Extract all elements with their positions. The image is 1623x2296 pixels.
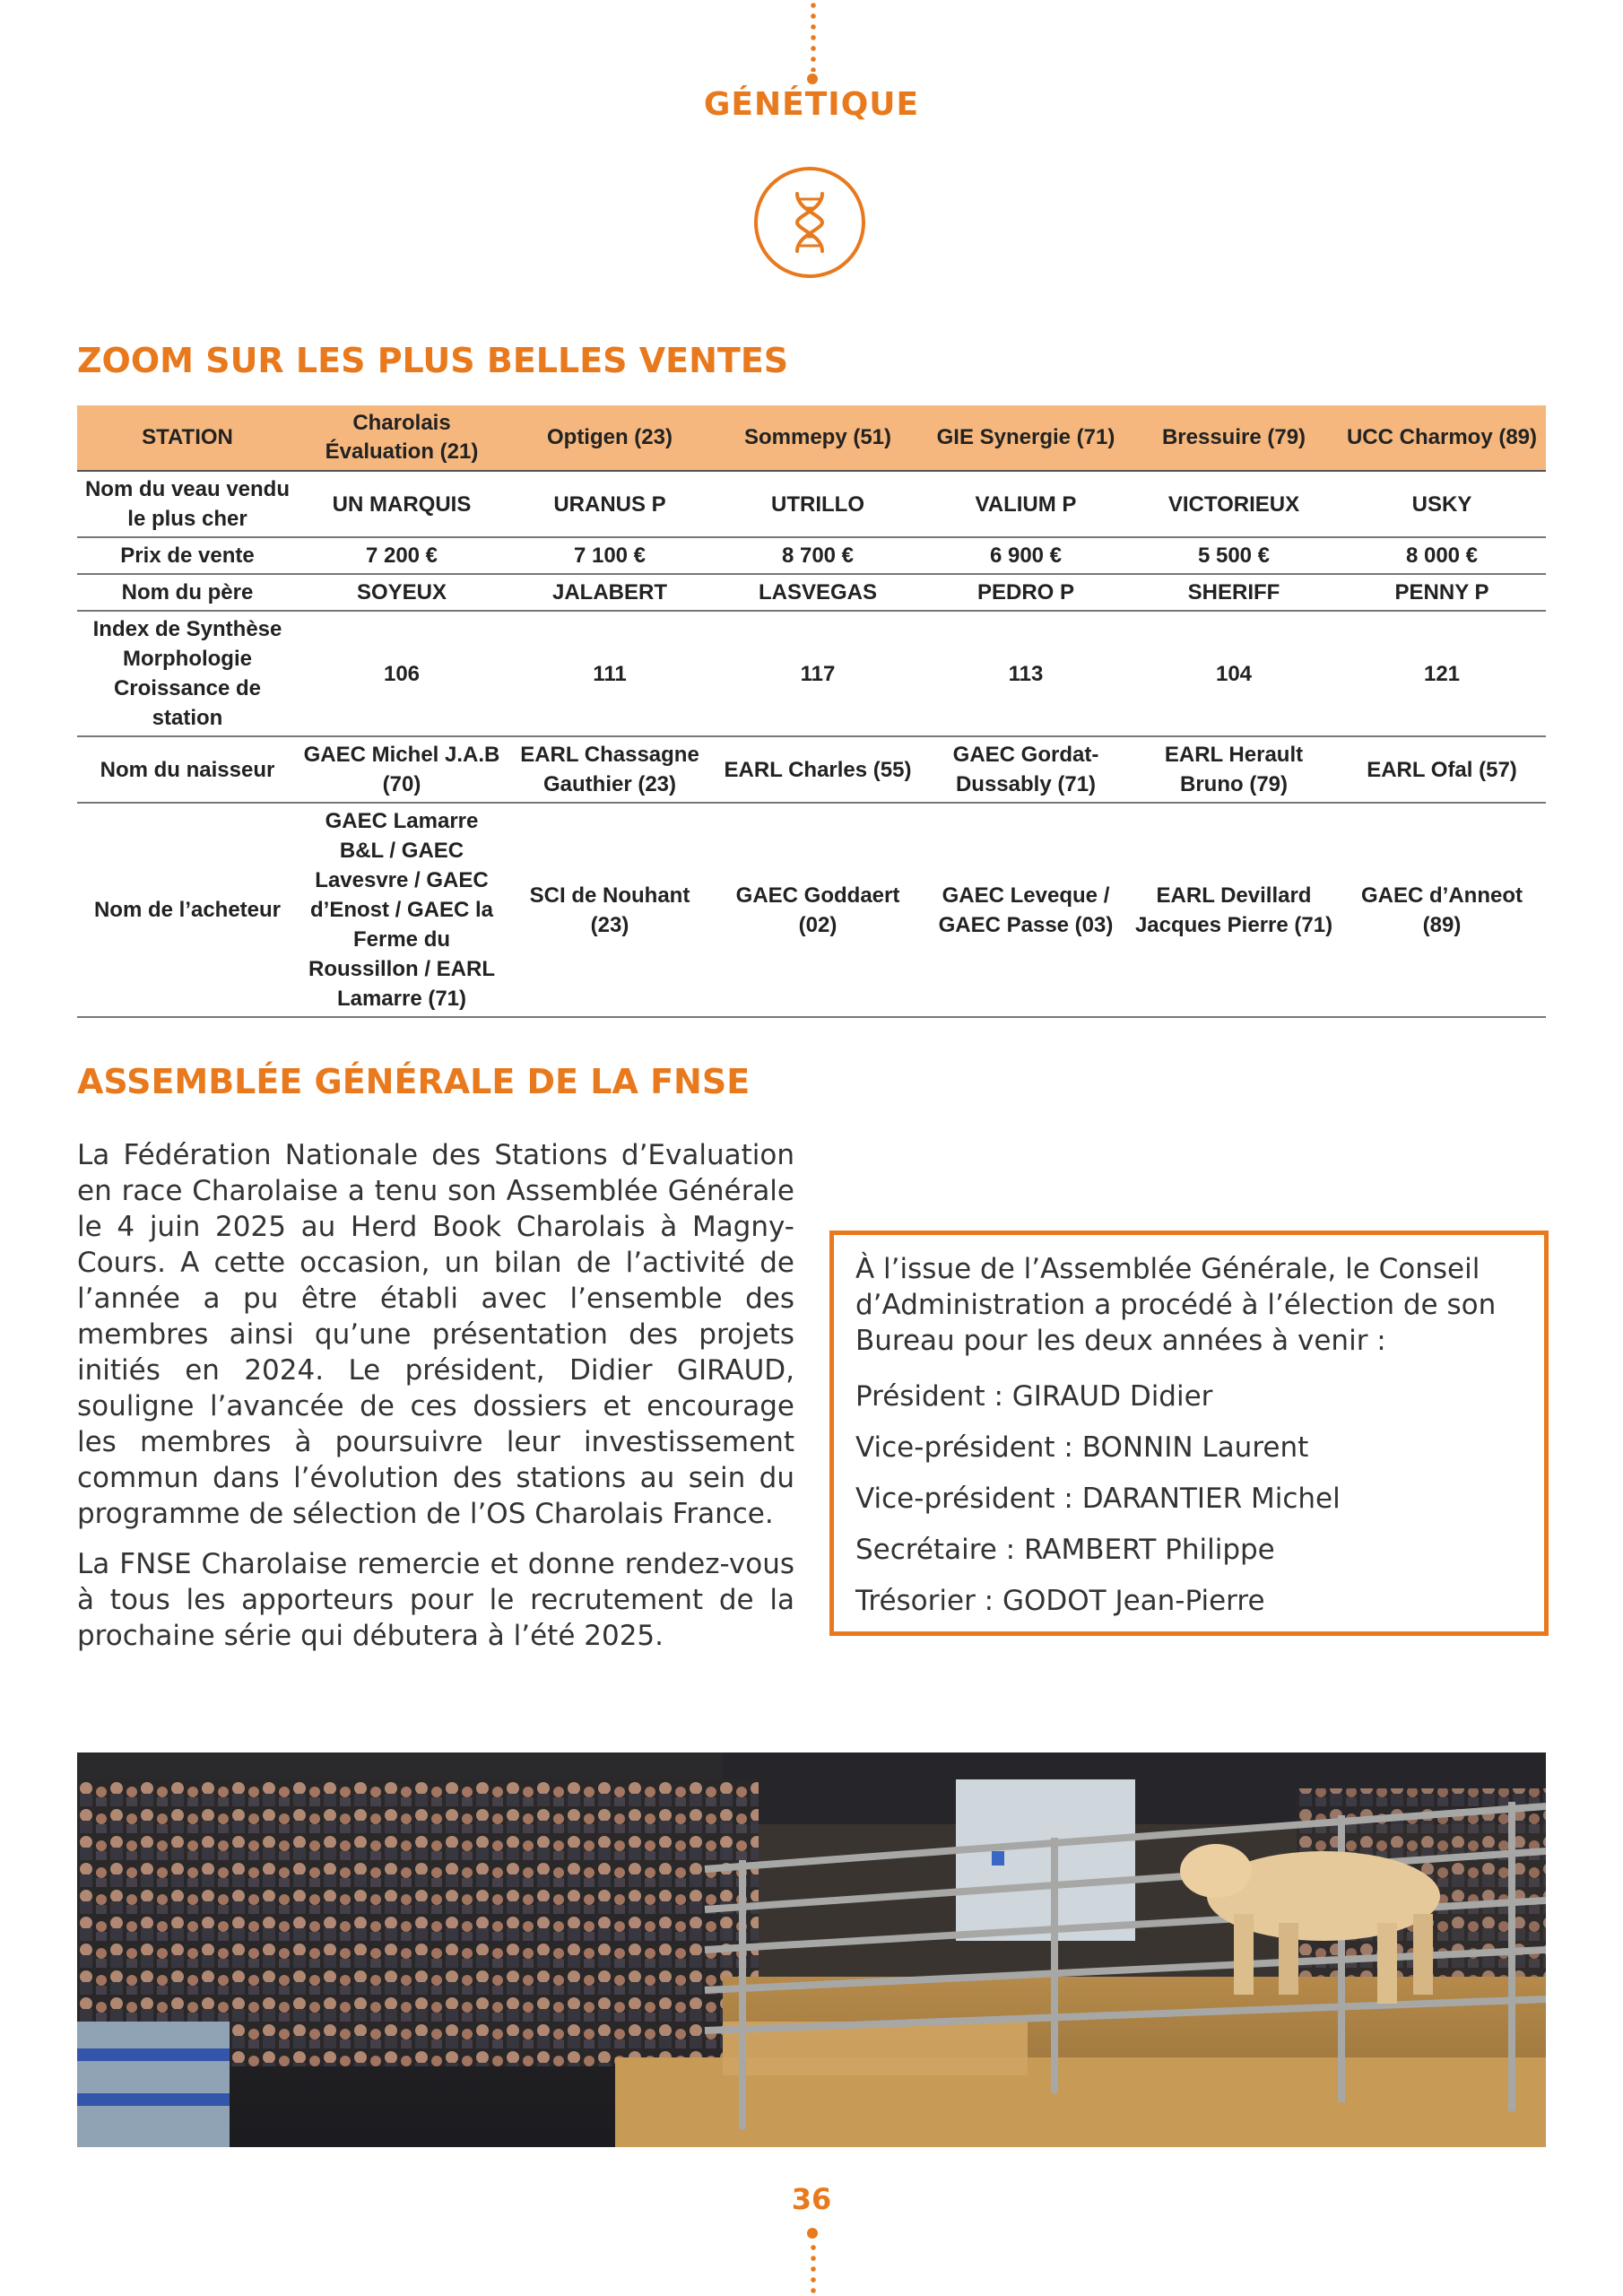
table-row-label: Nom du veau vendu le plus cher [77, 471, 298, 537]
table-cell: EARL Devillard Jacques Pierre (71) [1130, 803, 1338, 1017]
table-cell: LASVEGAS [714, 574, 922, 611]
table-cell: VICTORIEUX [1130, 471, 1338, 537]
table-cell: SCI de Nouhant (23) [506, 803, 714, 1017]
table-cell: 106 [298, 611, 506, 736]
table-cell: 5 500 € [1130, 537, 1338, 574]
assemblee-paragraph: La Fédération Nationale des Stations d’Evaluation en race Charolaise a tenu son Assemblée Générale le 4 juin 2025 au Herd Book Charolais à Magny-Cours. A cette occasion, un bilan de l’activité de l’année a pu être établi avec l’ensemble des membres ainsi qu’une présentation des projets initiés en 2024. Le président, Didier GIRAUD, souligne l’avancée de ces dossiers et encourage les membres à poursuivre leur investissement commun dans l’évolution des stations au sein du programme de sélection de l’OS Charolais France. [77, 1139, 794, 1530]
table-cell: 7 200 € [298, 537, 506, 574]
table-header-cell: Bressuire (79) [1130, 405, 1338, 471]
table-row-label: Nom du père [77, 574, 298, 611]
top-dot [807, 74, 818, 84]
table-cell: URANUS P [506, 471, 714, 537]
table-cell: GAEC d’Anneot (89) [1338, 803, 1546, 1017]
table-header-cell: Sommepy (51) [714, 405, 922, 471]
table-cell: GAEC Michel J.A.B (70) [298, 736, 506, 803]
bottom-dotted-line [811, 2242, 816, 2296]
ventes-table-wrap [77, 405, 1546, 1018]
table-cell: UTRILLO [714, 471, 922, 537]
dna-icon [754, 167, 865, 278]
table-row [77, 611, 1546, 736]
table-row-label: Nom du naisseur [77, 736, 298, 803]
bureau-member: Trésorier : GODOT Jean-Pierre [855, 1585, 1265, 1617]
table-cell: 117 [714, 611, 922, 736]
assemblee-body [77, 1137, 794, 1668]
table-row [77, 471, 1546, 537]
table-cell: USKY [1338, 471, 1546, 537]
table-cell: 8 700 € [714, 537, 922, 574]
table-cell: 7 100 € [506, 537, 714, 574]
table-cell: GAEC Lamarre B&L / GAEC Lavesvre / GAEC d’Enost / GAEC la Ferme du Roussillon / EARL Lamarre (71) [298, 803, 506, 1017]
auction-photo [77, 1752, 1546, 2147]
table-header-cell: Optigen (23) [506, 405, 714, 471]
bureau-member: Secrétaire : RAMBERT Philippe [855, 1534, 1275, 1566]
table-cell: SHERIFF [1130, 574, 1338, 611]
ventes-title: ZOOM SUR LES PLUS BELLES VENTES [77, 341, 789, 380]
table-row [77, 537, 1546, 574]
table-row [77, 736, 1546, 803]
table-header-cell: GIE Synergie (71) [922, 405, 1130, 471]
ventes-table [77, 405, 1546, 1018]
table-cell: 111 [506, 611, 714, 736]
bureau-member: Vice-président : DARANTIER Michel [855, 1483, 1341, 1515]
table-header-cell: Charolais Évaluation (21) [298, 405, 506, 471]
bureau-member: Président : GIRAUD Didier [855, 1380, 1213, 1413]
table-cell: 8 000 € [1338, 537, 1546, 574]
table-cell: PENNY P [1338, 574, 1546, 611]
table-cell: GAEC Gordat-Dussably (71) [922, 736, 1130, 803]
table-row-label: Index de Synthèse Morphologie Croissance de station [77, 611, 298, 736]
table-cell: GAEC Goddaert (02) [714, 803, 922, 1017]
table-row [77, 574, 1546, 611]
bottom-dot [807, 2228, 818, 2239]
table-cell: JALABERT [506, 574, 714, 611]
table-cell: EARL Chassagne Gauthier (23) [506, 736, 714, 803]
table-header-cell: STATION [77, 405, 298, 471]
table-row-label: Nom de l’acheteur [77, 803, 298, 1017]
table-cell: GAEC Leveque / GAEC Passe (03) [922, 803, 1130, 1017]
bureau-member: Vice-président : BONNIN Laurent [855, 1431, 1309, 1464]
table-cell: VALIUM P [922, 471, 1130, 537]
page-number: 36 [791, 2182, 832, 2216]
table-row-label: Prix de vente [77, 537, 298, 574]
top-dotted-line [811, 0, 816, 72]
assemblee-paragraph: La FNSE Charolaise remercie et donne rendez-vous à tous les apporteurs pour le recrutement de la prochaine série qui débutera à l’été 2025. [77, 1548, 794, 1652]
table-cell: UN MARQUIS [298, 471, 506, 537]
table-row [77, 803, 1546, 1017]
table-cell: EARL Ofal (57) [1338, 736, 1546, 803]
table-cell: EARL Herault Bruno (79) [1130, 736, 1338, 803]
table-cell: 121 [1338, 611, 1546, 736]
table-header-cell: UCC Charmoy (89) [1338, 405, 1546, 471]
table-cell: 6 900 € [922, 537, 1130, 574]
section-label: GÉNÉTIQUE [703, 86, 920, 123]
table-header-row [77, 405, 1546, 471]
table-cell: 113 [922, 611, 1130, 736]
table-cell: 104 [1130, 611, 1338, 736]
table-cell: SOYEUX [298, 574, 506, 611]
bureau-box [829, 1231, 1549, 1636]
table-cell: EARL Charles (55) [714, 736, 922, 803]
assemblee-title: ASSEMBLÉE GÉNÉRALE DE LA FNSE [77, 1062, 751, 1101]
table-cell: PEDRO P [922, 574, 1130, 611]
bureau-intro: À l’issue de l’Assemblée Générale, le Conseil d’Administration a procédé à l’élection de son Bureau pour les deux années à venir : [855, 1253, 1497, 1357]
